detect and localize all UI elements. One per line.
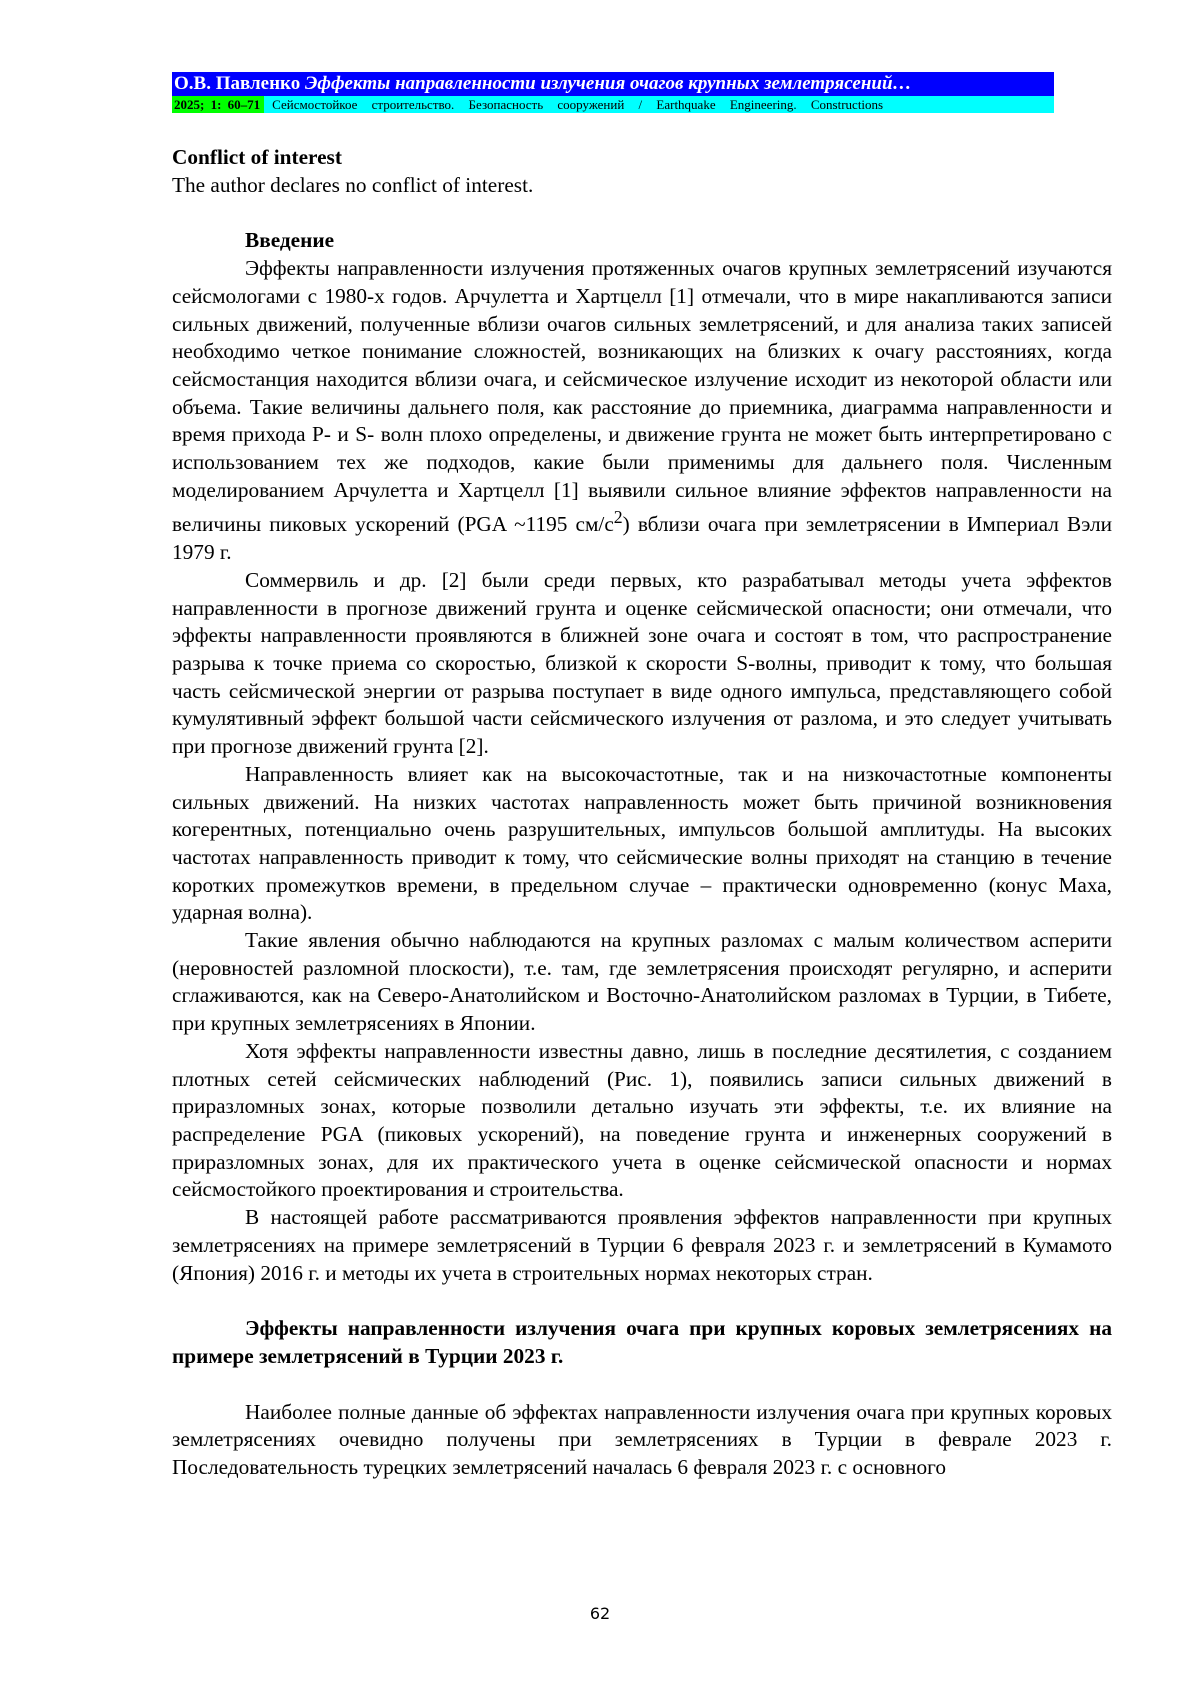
intro-paragraph-2: Соммервиль и др. [2] были среди первых, кто разрабатывал методы учета эффектов направленности в прогнозе движений грунта и оценке сейсмической опасности; они отмечали, что эффекты направленности проявляются в ближней зоне очага и состоят в том, что распространение разрыва к точке приема со скоростью, близкой к скорости S-волны, приводит к тому, что большая часть сейсмической энергии от разрыва поступает в виде одного импульса, представляющего собой кумулятивный эффект большой части сейсмического излучения от разлома, и это следует учитывать при прогнозе движений грунта [2]. <box>172 567 1112 761</box>
intro-paragraph-6: В настоящей работе рассматриваются проявления эффектов направленности при крупных землетрясениях на примере землетрясений в Турции 6 февраля 2023 г. и землетрясений в Кумамото (Япония) 2016 г. и методы их учета в строительных нормах некоторых стран. <box>172 1204 1112 1287</box>
header-journal-name: Сейсмостойкое строительство. Безопасность сооружений / Earthquake Engineering. Constructions <box>264 96 1054 113</box>
intro-paragraph-3: Направленность влияет как на высокочастотные, так и на низкочастотные компоненты сильных движений. На низких частотах направленность может быть причиной возникновения когерентных, потенциально очень разрушительных, импульсов большой амплитуды. На высоких частотах направленность приводит к тому, что сейсмические волны приходят на станцию в течение коротких промежутков времени, в предельном случае – практически одновременно (конус Маха, ударная волна). <box>172 761 1112 927</box>
introduction-heading: Введение <box>172 227 1112 255</box>
running-header <box>172 72 1054 113</box>
conflict-of-interest-text: The author declares no conflict of interest. <box>172 172 1112 200</box>
page-body <box>172 144 1112 1482</box>
intro-paragraph-5: Хотя эффекты направленности известны давно, лишь в последние десятилетия, с созданием плотных сетей сейсмических наблюдений (Рис. 1), появились записи сильных движений в приразломных зонах, которые позволили детально изучать эти эффекты, т.е. их влияние на распределение PGA (пиковых ускорений), на поведение грунта и инженерных сооружений в приразломных зонах, для их практического учета в оценке сейсмической опасности и нормах сейсмостойкого проектирования и строительства. <box>172 1038 1112 1204</box>
intro-paragraph-4: Такие явления обычно наблюдаются на крупных разломах с малым количеством асперити (неровностей разломной плоскости), т.е. там, где землетрясения происходят регулярно, и асперити сглаживаются, как на Северо-Анатолийском и Восточно-Анатолийском разломах в Турции, в Тибете, при крупных землетрясениях в Японии. <box>172 927 1112 1038</box>
header-journal-bar <box>172 96 1054 113</box>
superscript-exponent: 2 <box>614 507 623 527</box>
header-author: О.В. Павленко <box>174 73 300 94</box>
page-number: 62 <box>0 1604 1200 1623</box>
section-paragraph-1: Наиболее полные данные об эффектах направленности излучения очага при крупных коровых землетрясениях очевидно получены при землетрясениях в Турции в феврале 2023 г. Последовательность турецких землетрясений началась 6 февраля 2023 г. с основного <box>172 1399 1112 1482</box>
intro-paragraph-1-text-b: ) вблизи очага при землетрясении в Империал Вэли 1979 г. <box>172 513 1112 565</box>
conflict-of-interest-heading: Conflict of interest <box>172 144 1112 172</box>
header-title-bar <box>172 72 1054 96</box>
section-heading: Эффекты направленности излучения очага при крупных коровых землетрясениях на примере землетрясений в Турции 2023 г. <box>172 1315 1112 1370</box>
header-citation: 2025; 1: 60–71 <box>172 96 264 113</box>
intro-paragraph-1 <box>172 255 1112 567</box>
header-article-title: Эффекты направленности излучения очагов крупных землетрясений… <box>305 73 912 94</box>
intro-paragraph-1-text-a: Эффекты направленности излучения протяженных очагов крупных землетрясений изучаются сейсмологами с 1980-х годов. Арчулетта и Хартцелл [1] отмечали, что в мире накапливаются записи сильных движений, полученные вблизи очагов сильных землетрясений, и для анализа таких записей необходимо четкое понимание сложностей, возникающих на близких к очагу расстояниях, когда сейсмостанция находится вблизи очага, и сейсмическое излучение исходит из некоторой области или объема. Такие величины дальнего поля, как расстояние до приемника, диаграмма направленности и время прихода P- и S- волн плохо определены, и движение грунта не может быть интерпретировано с использованием тех же подходов, какие были применимы для дальнего поля. Численным моделированием Арчулетта и Хартцелл [1] выявили сильное влияние эффектов направленности на величины пиковых ускорений (PGA ~1195 см/с <box>172 256 1112 536</box>
